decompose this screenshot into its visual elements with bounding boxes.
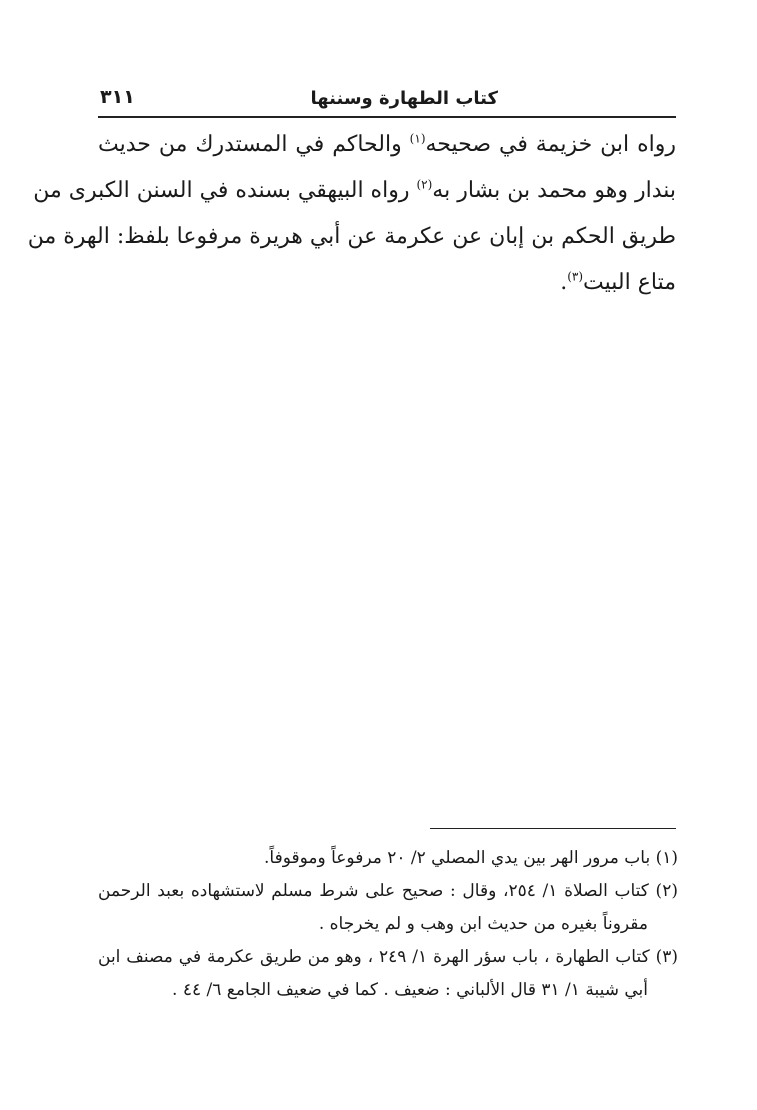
text-line-4: متاع البيت$^{(٣)}$. [560,269,676,295]
footnote-line: مقروناً بغيره من حديث ابن وهب و لم يخرجاه . [318,914,648,934]
text-line-1: رواه ابن خزيمة في صحيحه$^{(١)}$ والحاكم في المستدرك من حديث [98,131,676,157]
footnote-line: أبي شيبة ١/ ٣١ قال الألباني : ضعيف . كما في ضعيف الجامع ٦/ ٤٤ . [172,980,648,1000]
header-divider [98,116,676,118]
text-line-2: بندار وهو محمد بن بشار به$^{(٢)}$ رواه البيهقي بسنده في السنن الكبرى من [33,177,676,203]
footnote-2 [98,875,678,941]
main-text [27,122,676,306]
footnote-line: (١) باب مرور الهر بين يدي المصلي ٢/ ٢٠ مرفوعاً وموقوفاً. [263,848,678,868]
text-line-3: طريق الحكم بن إبان عن عكرمة عن أبي هريرة مرفوعا بلفظ: الهرة من [27,224,676,249]
footnote-ref-3: (٣) [567,269,584,284]
footnote-ref-1: (١) [409,131,426,146]
footnote-line: (٢) كتاب الصلاة ١/ ٢٥٤، وقال : صحيح على شرط مسلم لاستشهاده بعبد الرحمن [98,881,678,901]
chapter-title: كتاب الطهارة وسننها [310,88,498,109]
running-header [98,86,676,116]
footnote-3 [98,941,678,1007]
footnotes [98,842,678,1007]
footnote-ref-2: (٢) [416,177,433,192]
footnote-divider [430,828,676,829]
footnote-line: (٣) كتاب الطهارة ، باب سؤر الهرة ١/ ٢٤٩ ، وهو من طريق عكرمة في مصنف ابن [98,947,678,967]
page-number: ٣١١ [100,86,135,108]
footnote-1 [98,842,678,875]
